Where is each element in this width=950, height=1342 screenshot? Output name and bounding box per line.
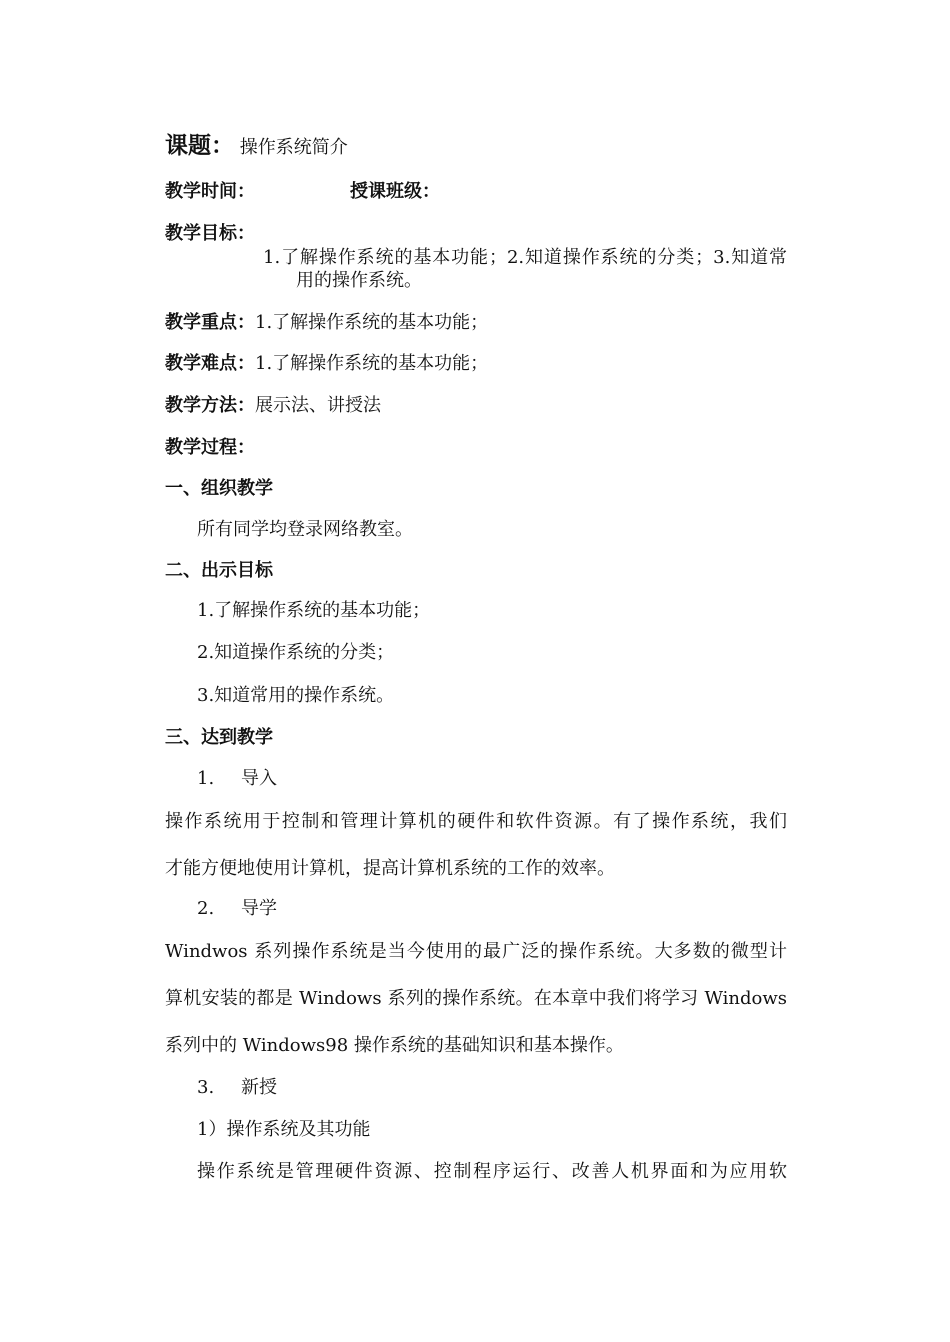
intro-paragraph-line2: 才能方便地使用计算机，提高计算机系统的工作的效率。 (165, 858, 615, 879)
step3-label: 新授 (241, 1077, 277, 1098)
section2-heading: 二、出示目标 (165, 560, 273, 581)
method-row (165, 394, 381, 418)
section1-heading: 一、组织教学 (165, 478, 273, 499)
difficulty-row (165, 352, 488, 376)
difficulty-label: 教学难点： (165, 353, 255, 374)
objective-item: 3.知道常用的操作系统。 (197, 685, 395, 706)
step1-number: 1. (197, 768, 215, 789)
step2-number: 2. (197, 898, 215, 919)
difficulty-value: 1.了解操作系统的基本功能； (255, 353, 489, 374)
objectives-text-line2: 用的操作系统。 (296, 270, 422, 291)
process-label: 教学过程： (165, 437, 255, 458)
objectives-row (165, 222, 787, 268)
course-title-value: 操作系统简介 (239, 137, 348, 158)
course-title-row (165, 134, 348, 160)
key-point-value: 1.了解操作系统的基本功能； (255, 312, 489, 333)
guide-paragraph-line2: 算机安装的都是 Windows 系列的操作系统。在本章中我们将学习 Windows (165, 988, 787, 1009)
section1-text: 所有同学均登录网络教室。 (197, 519, 413, 540)
step3-number: 3. (197, 1077, 215, 1098)
time-class-row (165, 180, 440, 204)
objective-item: 2.知道操作系统的分类； (197, 642, 395, 663)
step1-label: 导入 (241, 768, 277, 789)
key-point-label: 教学重点： (165, 312, 255, 333)
subsection1-text: 操作系统是管理硬件资源、控制程序运行、改善人机界面和为应用软 (197, 1161, 787, 1182)
objectives-text-line1: 1.了解操作系统的基本功能；2.知道操作系统的分类；3.知道常 (263, 247, 787, 268)
intro-paragraph-line1: 操作系统用于控制和管理计算机的硬件和软件资源。有了操作系统，我们 (165, 811, 787, 832)
objectives-label: 教学目标： (165, 223, 255, 244)
step2-label: 导学 (241, 898, 277, 919)
step2-row (197, 897, 277, 921)
guide-paragraph-line1: Windwos 系列操作系统是当今使用的最广泛的操作系统。大多数的微型计 (165, 941, 787, 962)
method-label: 教学方法： (165, 395, 255, 416)
guide-paragraph-line3: 系列中的 Windows98 操作系统的基础知识和基本操作。 (165, 1035, 624, 1056)
step3-row (197, 1076, 277, 1100)
teaching-time-label: 教学时间： (165, 181, 255, 202)
method-value: 展示法、讲授法 (255, 395, 381, 416)
key-point-row (165, 311, 488, 335)
section3-heading: 三、达到教学 (165, 727, 273, 748)
subsection1-heading: 1）操作系统及其功能 (197, 1119, 371, 1140)
step1-row (197, 767, 277, 791)
class-label: 授课班级： (350, 181, 440, 202)
objective-item: 1.了解操作系统的基本功能； (197, 600, 431, 621)
course-title-label: 课题： (165, 133, 234, 159)
